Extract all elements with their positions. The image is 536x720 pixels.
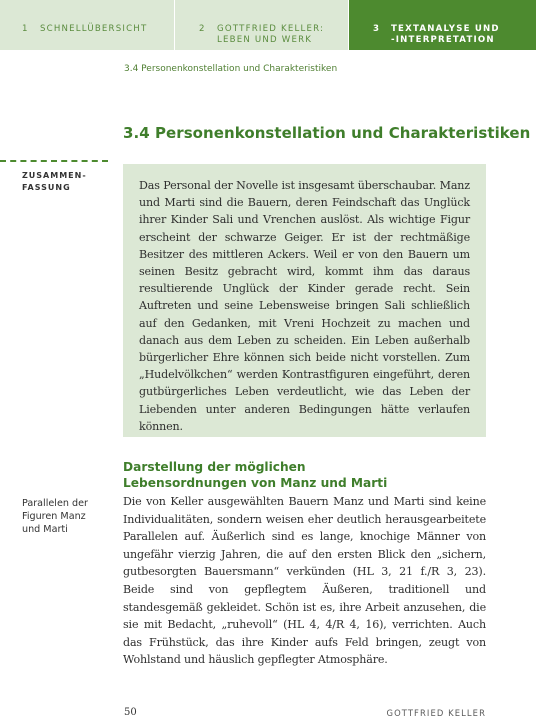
body-paragraph: Die von Keller ausgewählten Bauern Manz und Marti sind keine Individualitäten, sondern weisen eher deutlich herausgearbeitete Parallelen auf. Äußerlich sind es lange, knochige Männer von ungefähr vierzig Jahren, die auf den ersten Blick den „sichern, gutbesorgten Bauersmann“ verkünden (HL 3, 21 f./R 3, 23). Beide sind von gepflegtem Äußeren, traditionell und standesgemäß gekleidet. Schön ist es, ihre Arbeit anzusehen, die sie mit Bedacht, „ruhevoll“ (HL 4, 4/R 4, 16), verrichten. Auch das Frühstück, das ihre Kinder aufs Feld bringen, zeugt von Wohlstand und häuslich gepflegter Atmosphäre. [123, 495, 486, 667]
chapter-navigation [0, 0, 536, 50]
summary-box [123, 164, 486, 437]
section-heading: Darstellung der möglichen Lebensordnungen von Manz und Marti [123, 460, 388, 490]
tab-schnelluebersicht[interactable] [0, 0, 174, 50]
tab-label: TEXTANALYSE UND -INTERPRETATION [391, 24, 500, 45]
tab-number: 3 [373, 24, 381, 34]
summary-margin-label: ZUSAMMEN- FASSUNG [22, 171, 87, 192]
page-number: 50 [124, 707, 137, 718]
dashed-divider [0, 160, 108, 162]
tab-number: 2 [199, 24, 206, 34]
tab-leben-und-werk[interactable] [175, 0, 348, 50]
summary-text: Das Personal der Novelle ist insgesamt überschaubar. Manz und Marti sind die Bauern, deren Feindschaft das Unglück ihrer Kinder Sali und Vrenchen auslöst. Als wichtige Figur erscheint der schwarze Geiger. Er ist der rechtmäßige Besitzer des mittleren Ackers. Weil er von den Bauern um seinen Besitz gebracht wird, kommt ihm das daraus resultierende Unglück der Kinder gerade recht. Sein Auftreten und seine Lebensweise bringen Sali schließlich auf den Gedanken, mit Vreni Hochzeit zu machen und danach aus dem Leben zu scheiden. Ein Leben außerhalb bürgerlicher Ehre können sich beide nicht vorstellen. Zum „Hudelvölkchen“ werden Kontrastfiguren eingeführt, deren gutbürgerliches Leben verdeutlicht, wie das Leben der Liebenden unter anderen Bedingungen hätte verlaufen können. [139, 179, 470, 433]
running-footer: GOTTFRIED KELLER [386, 708, 486, 718]
breadcrumb: 3.4 Personenkonstellation und Charakteristiken [124, 64, 338, 74]
tab-label: GOTTFRIED KELLER: LEBEN UND WERK [217, 24, 325, 45]
tab-number: 1 [22, 24, 29, 34]
parallels-margin-label: Parallelen der Figuren Manz und Marti [22, 498, 88, 535]
tab-textanalyse-active[interactable] [349, 0, 536, 50]
tab-label: SCHNELLÜBERSICHT [40, 24, 148, 34]
chapter-title: 3.4 Personenkonstellation und Charakteristiken [123, 124, 531, 142]
